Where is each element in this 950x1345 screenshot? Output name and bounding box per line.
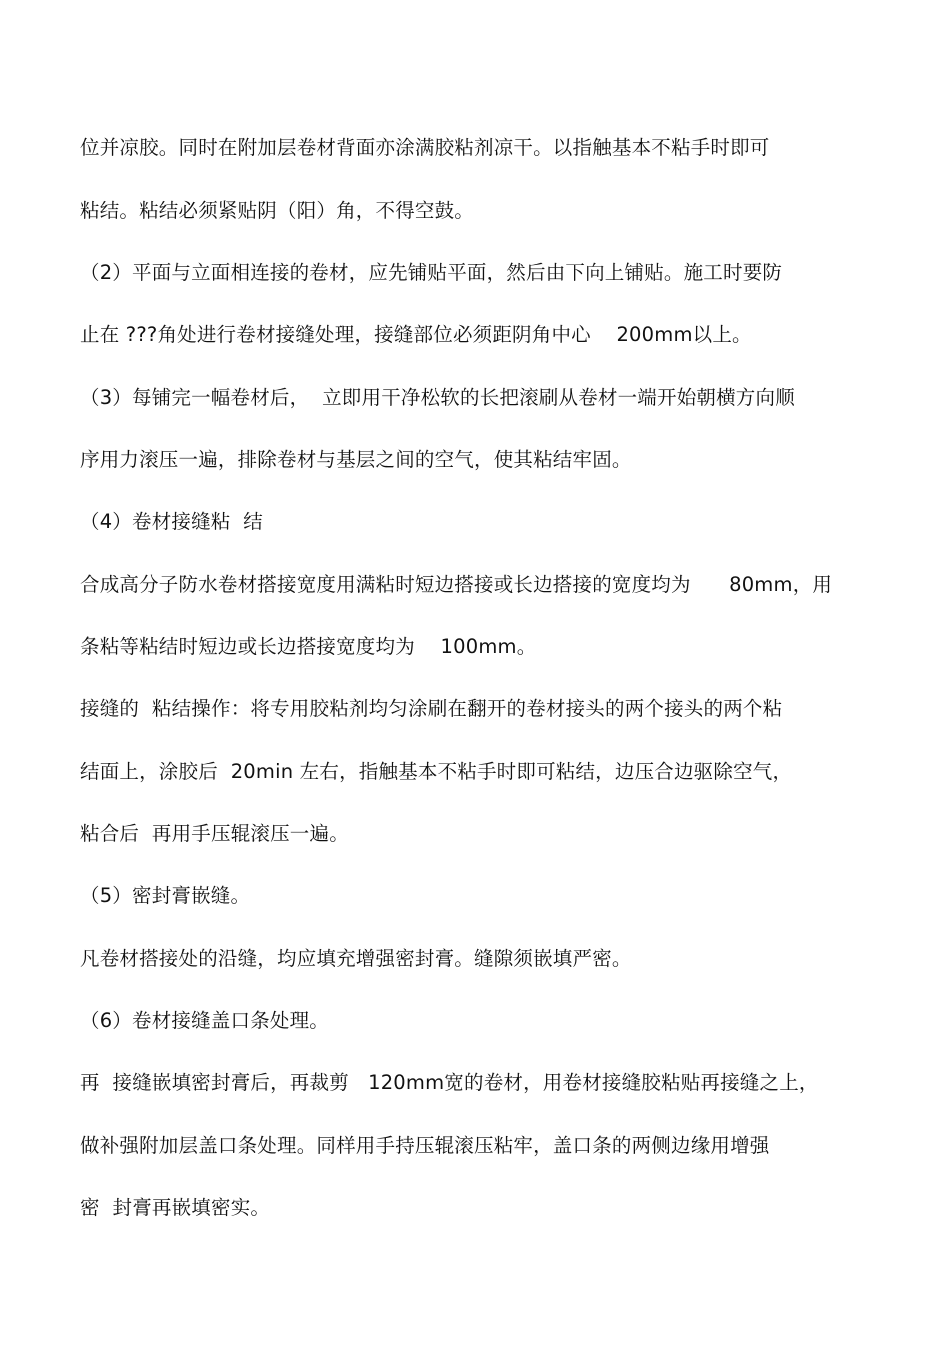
text-line: （6）卷材接缝盖口条处理。	[80, 1009, 330, 1032]
text-line: 接缝的 粘结操作：将专用胶粘剂均匀涂刷在翻开的卷材接头的两个接头的两个粘	[80, 697, 783, 720]
text-line: 粘合后 再用手压辊滚压一遍。	[80, 822, 349, 845]
text-line: （3）每铺完一幅卷材后， 立即用干净松软的长把滚刷从卷材一端开始朝横方向顺	[80, 386, 795, 409]
text-line: 止在 ???角处进行卷材接缝处理，接缝部位必须距阴角中心 200mm以上。	[80, 323, 752, 346]
text-line: 粘结。粘结必须紧贴阴（阳）角，不得空鼓。	[80, 199, 475, 222]
text-line: 序用力滚压一遍，排除卷材与基层之间的空气，使其粘结牢固。	[80, 448, 632, 471]
text-line: 密 封膏再嵌填密实。	[80, 1196, 271, 1219]
text-line: 结面上，涂胶后 20min 左右，指触基本不粘手时即可粘结，边压合边驱除空气，	[80, 760, 793, 783]
text-line: 做补强附加层盖口条处理。同样用手持压辊滚压粘牢，盖口条的两侧边缘用增强	[80, 1134, 770, 1157]
text-line: （4）卷材接缝粘 结	[80, 510, 264, 533]
text-line: 位并凉胶。同时在附加层卷材背面亦涂满胶粘剂凉干。以指触基本不粘手时即可	[80, 136, 770, 159]
text-line: 合成高分子防水卷材搭接宽度用满粘时短边搭接或长边搭接的宽度均为 80mm，用	[80, 573, 833, 596]
text-line: 条粘等粘结时短边或长边搭接宽度均为 100mm。	[80, 635, 537, 658]
text-line: （5）密封膏嵌缝。	[80, 884, 251, 907]
text-line: 凡卷材搭接处的沿缝，均应填充增强密封膏。缝隙须嵌填严密。	[80, 947, 632, 970]
text-line: （2）平面与立面相连接的卷材，应先铺贴平面，然后由下向上铺贴。施工时要防	[80, 261, 783, 284]
text-line: 再 接缝嵌填密封膏后，再裁剪 120mm宽的卷材，用卷材接缝胶粘贴再接缝之上，	[80, 1071, 819, 1094]
